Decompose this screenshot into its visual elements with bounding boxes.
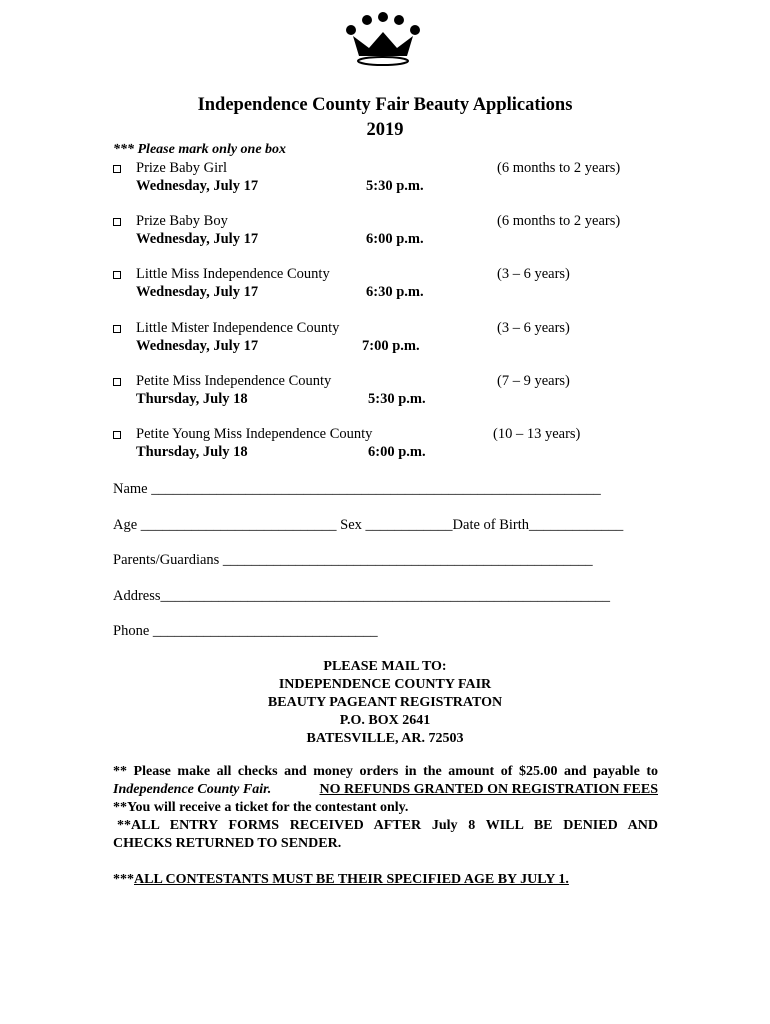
page-year: 2019 — [366, 120, 404, 140]
category-ages: (6 months to 2 years) — [497, 160, 621, 176]
category-checkbox[interactable] — [113, 378, 121, 386]
category-name: Little Miss Independence County — [136, 266, 330, 282]
category-row — [113, 320, 673, 360]
crown-icon — [343, 10, 423, 66]
payee-name: Independence County Fair. — [113, 782, 272, 797]
category-name: Prize Baby Boy — [136, 213, 228, 229]
age-rule: ALL CONTESTANTS MUST BE THEIR SPECIFIED AGE BY JULY 1. — [134, 872, 569, 887]
instruction-note: *** Please mark only one box — [113, 142, 287, 157]
ticket-notice: **You will receive a ticket for the contestant only. — [113, 800, 409, 815]
deadline-notice: **ALL ENTRY FORMS RECEIVED AFTER July 8 WILL BE DENIED AND — [117, 818, 658, 833]
phone-field[interactable]: Phone _______________________________ — [113, 623, 378, 639]
category-checkbox[interactable] — [113, 325, 121, 333]
mail-line: BEAUTY PAGEANT REGISTRATON — [267, 695, 503, 710]
category-row — [113, 266, 673, 306]
category-checkbox[interactable] — [113, 431, 121, 439]
category-row — [113, 160, 673, 200]
category-time: 6:30 p.m. — [366, 284, 424, 300]
category-checkbox[interactable] — [113, 218, 121, 226]
mail-heading: PLEASE MAIL TO: — [323, 659, 447, 674]
checks-instruction: ** Please make all checks and money orders in the amount of $25.00 and payable to — [113, 764, 658, 779]
category-checkbox[interactable] — [113, 165, 121, 173]
category-row — [113, 373, 673, 413]
mail-line: INDEPENDENCE COUNTY FAIR — [278, 677, 492, 692]
category-checkbox[interactable] — [113, 271, 121, 279]
category-name: Petite Young Miss Independence County — [136, 426, 373, 442]
category-day: Wednesday, July 17 — [136, 284, 259, 300]
parents-guardians-field[interactable]: Parents/Guardians ___________________________________________________ — [113, 552, 593, 568]
category-ages: (3 – 6 years) — [497, 320, 570, 336]
category-day: Wednesday, July 17 — [136, 178, 259, 194]
mail-line: P.O. BOX 2641 — [339, 713, 431, 728]
deadline-notice-continued: CHECKS RETURNED TO SENDER. — [113, 836, 342, 851]
category-ages: (3 – 6 years) — [497, 266, 570, 282]
category-ages: (10 – 13 years) — [493, 426, 581, 442]
mail-line: BATESVILLE, AR. 72503 — [306, 731, 464, 746]
name-field[interactable]: Name ______________________________________________________________ — [113, 481, 601, 497]
no-refunds-notice: NO REFUNDS GRANTED ON REGISTRATION FEES — [319, 782, 658, 797]
category-day: Wednesday, July 17 — [136, 231, 259, 247]
address-field[interactable]: Address______________________________________________________________ — [113, 588, 611, 604]
age-rule-prefix: *** — [113, 872, 134, 887]
category-time: 7:00 p.m. — [362, 338, 420, 354]
category-time: 6:00 p.m. — [368, 444, 426, 460]
category-day: Thursday, July 18 — [136, 444, 248, 460]
page-title: Independence County Fair Beauty Applications — [197, 95, 573, 115]
category-row — [113, 213, 673, 253]
category-time: 6:00 p.m. — [366, 231, 424, 247]
category-name: Little Mister Independence County — [136, 320, 340, 336]
category-name: Prize Baby Girl — [136, 160, 228, 176]
category-time: 5:30 p.m. — [366, 178, 424, 194]
category-time: 5:30 p.m. — [368, 391, 426, 407]
payment-terms — [113, 763, 658, 889]
category-day: Wednesday, July 17 — [136, 338, 259, 354]
category-row — [113, 426, 673, 466]
category-ages: (7 – 9 years) — [497, 373, 570, 389]
category-ages: (6 months to 2 years) — [497, 213, 621, 229]
age-sex-dob-field[interactable]: Age ___________________________ Sex ____________Date of Birth_____________ — [113, 517, 624, 533]
category-day: Thursday, July 18 — [136, 391, 248, 407]
category-name: Petite Miss Independence County — [136, 373, 332, 389]
